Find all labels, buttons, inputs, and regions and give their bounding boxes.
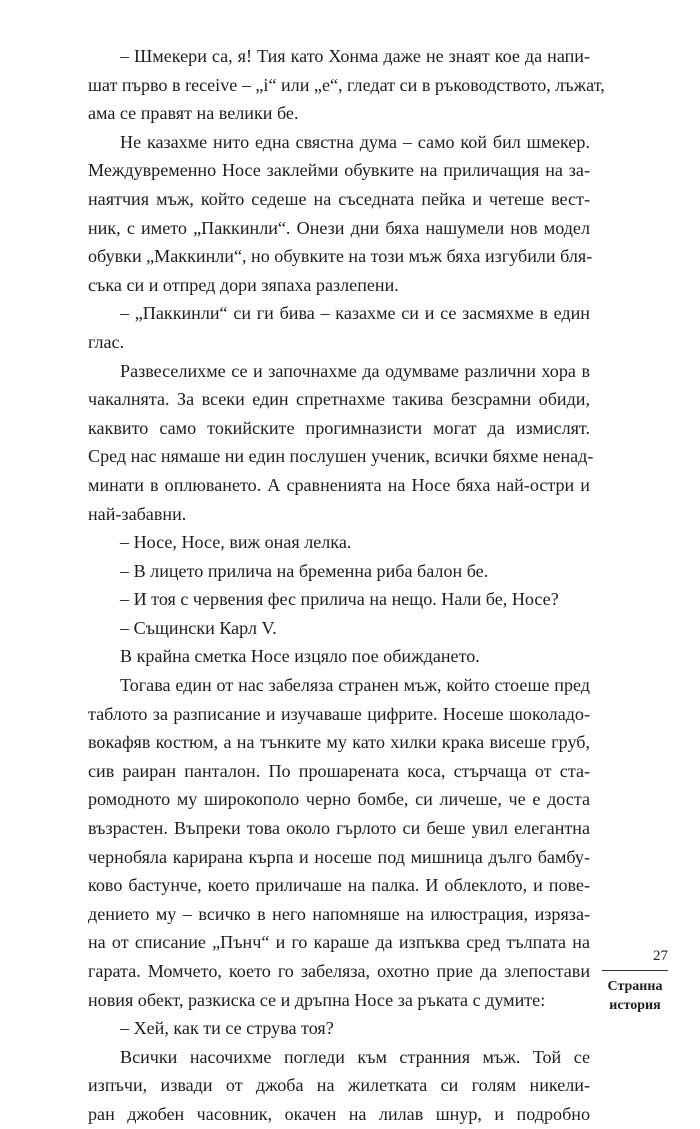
text-line: възрастен. Въпреки това около гърлото си беше увил елегантна — [88, 818, 590, 839]
running-title-line: история — [609, 998, 661, 1013]
paragraph-dialogue-11 — [88, 1014, 590, 1043]
text-line: наятчия мъж, който седеше на съседната пейка и четеше вест- — [88, 188, 590, 209]
text-line: ник, с името „Паккинли“. Онези дни бяха нашумели нов модел — [88, 217, 590, 238]
body-text — [88, 42, 605, 1129]
text-line: – И тоя с червения фес прилича на нещо. Нали бе, Носе? — [120, 589, 559, 610]
paragraph-4 — [88, 357, 594, 529]
paragraph-dialogue-8 — [88, 614, 590, 643]
text-line: – „Паккинли“ си ги бива – казахме си и се засмяхме в един — [120, 303, 590, 324]
paragraph-dialogue-1 — [88, 42, 605, 128]
text-line: Сред нас нямаше ни един послушен ученик, всички бяхме ненад- — [88, 446, 594, 467]
text-line: Развеселихме се и започнахме да одумваме различни хора в — [120, 360, 590, 381]
paragraph-dialogue-5 — [88, 528, 590, 557]
text-line: най-забавни. — [88, 503, 187, 524]
text-line: гарата. Момчето, което го забеляза, охотно прие да злепостави — [88, 961, 590, 981]
text-line: новия обект, разкиска се и дръпна Носе за ръката с думите: — [88, 989, 546, 1010]
text-line: чакалнята. За всеки един спретнахме такива безсрамни обиди, — [88, 389, 590, 410]
text-line: обувки „Маккинли“, но обувките на този мъж бяха изгубили бля- — [88, 246, 593, 267]
text-line: дението му – всичко в него напомняше на илюстрация, изрязa- — [88, 903, 590, 924]
text-line: – Хей, как ти се струва тоя? — [120, 1018, 334, 1039]
paragraph-10 — [88, 671, 590, 1014]
page-number: 27 — [653, 948, 668, 964]
text-line: сив раиран панталон. По прошарената коса, стърчаща от ста- — [88, 760, 590, 781]
text-line: на от списание „Пънч“ и го караше да изпъква сред тълпата на — [88, 932, 590, 953]
text-line: Не казахме нито една свястна дума – само кой бил шмекер. — [120, 131, 590, 152]
text-line: Междувременно Носе заклейми обувките на приличащия на за- — [88, 160, 590, 181]
text-line: – Същински Карл V. — [120, 617, 277, 638]
text-line: таблото за разписание и изучаваше цифрите. Носеше шоколадо- — [88, 703, 590, 724]
paragraph-12 — [88, 1043, 590, 1129]
paragraph-dialogue-7 — [88, 585, 590, 614]
text-line: вокафяв костюм, а на тънките му като хилки крака висеше груб, — [88, 732, 590, 753]
text-line: Всички насочихме погледи към странния мъж. Той се — [120, 1046, 590, 1067]
text-line: Тогава един от нас забеляза странен мъж, който стоеше пред — [120, 675, 590, 696]
text-line: изпъчи, извади от джоба на жилетката си голям никели- — [88, 1075, 590, 1096]
text-line: В крайна сметка Носе изцяло пое обиждането. — [120, 646, 480, 667]
text-line: – Носе, Носе, виж оная лелка. — [120, 532, 352, 553]
running-title-line: Странна — [607, 979, 663, 994]
text-line: каквито само токийските прогимназисти могат да измислят. — [88, 417, 590, 438]
text-line: шат първо в receive – „i“ или „e“, гледат си в ръководството, лъжат, — [88, 74, 605, 95]
paragraph-dialogue-6 — [88, 557, 590, 586]
paragraph-2 — [88, 128, 593, 300]
text-line: глас. — [88, 331, 125, 352]
text-line: – Шмекери са, я! Тия като Хонма даже не знаят кое да напи- — [120, 46, 590, 66]
text-line: ково бастунче, което приличаше на палка. И облеклото, и пове- — [88, 875, 590, 896]
text-line: минати в оплюването. А сравненията на Носе бяха най-остри и — [88, 474, 590, 495]
paragraph-dialogue-3 — [88, 299, 590, 356]
text-line: чернобяла карирана кърпа и носеше под мишница дълго бамбу- — [88, 846, 590, 867]
text-line: ама се правят на велики бе. — [88, 103, 299, 124]
folio-divider — [602, 970, 668, 971]
text-line: – В лицето прилича на бременна риба балон бе. — [120, 560, 489, 581]
text-line: съка си и отпред дори зяпаха разлепени. — [88, 274, 399, 295]
page-folio — [602, 946, 668, 1015]
text-line: ран джобен часовник, окачен на лилав шнур, и подробно — [88, 1103, 590, 1124]
paragraph-9 — [88, 642, 590, 671]
text-line: ромодното му широкополо черно бомбе, си личеше, че е доста — [88, 789, 590, 810]
